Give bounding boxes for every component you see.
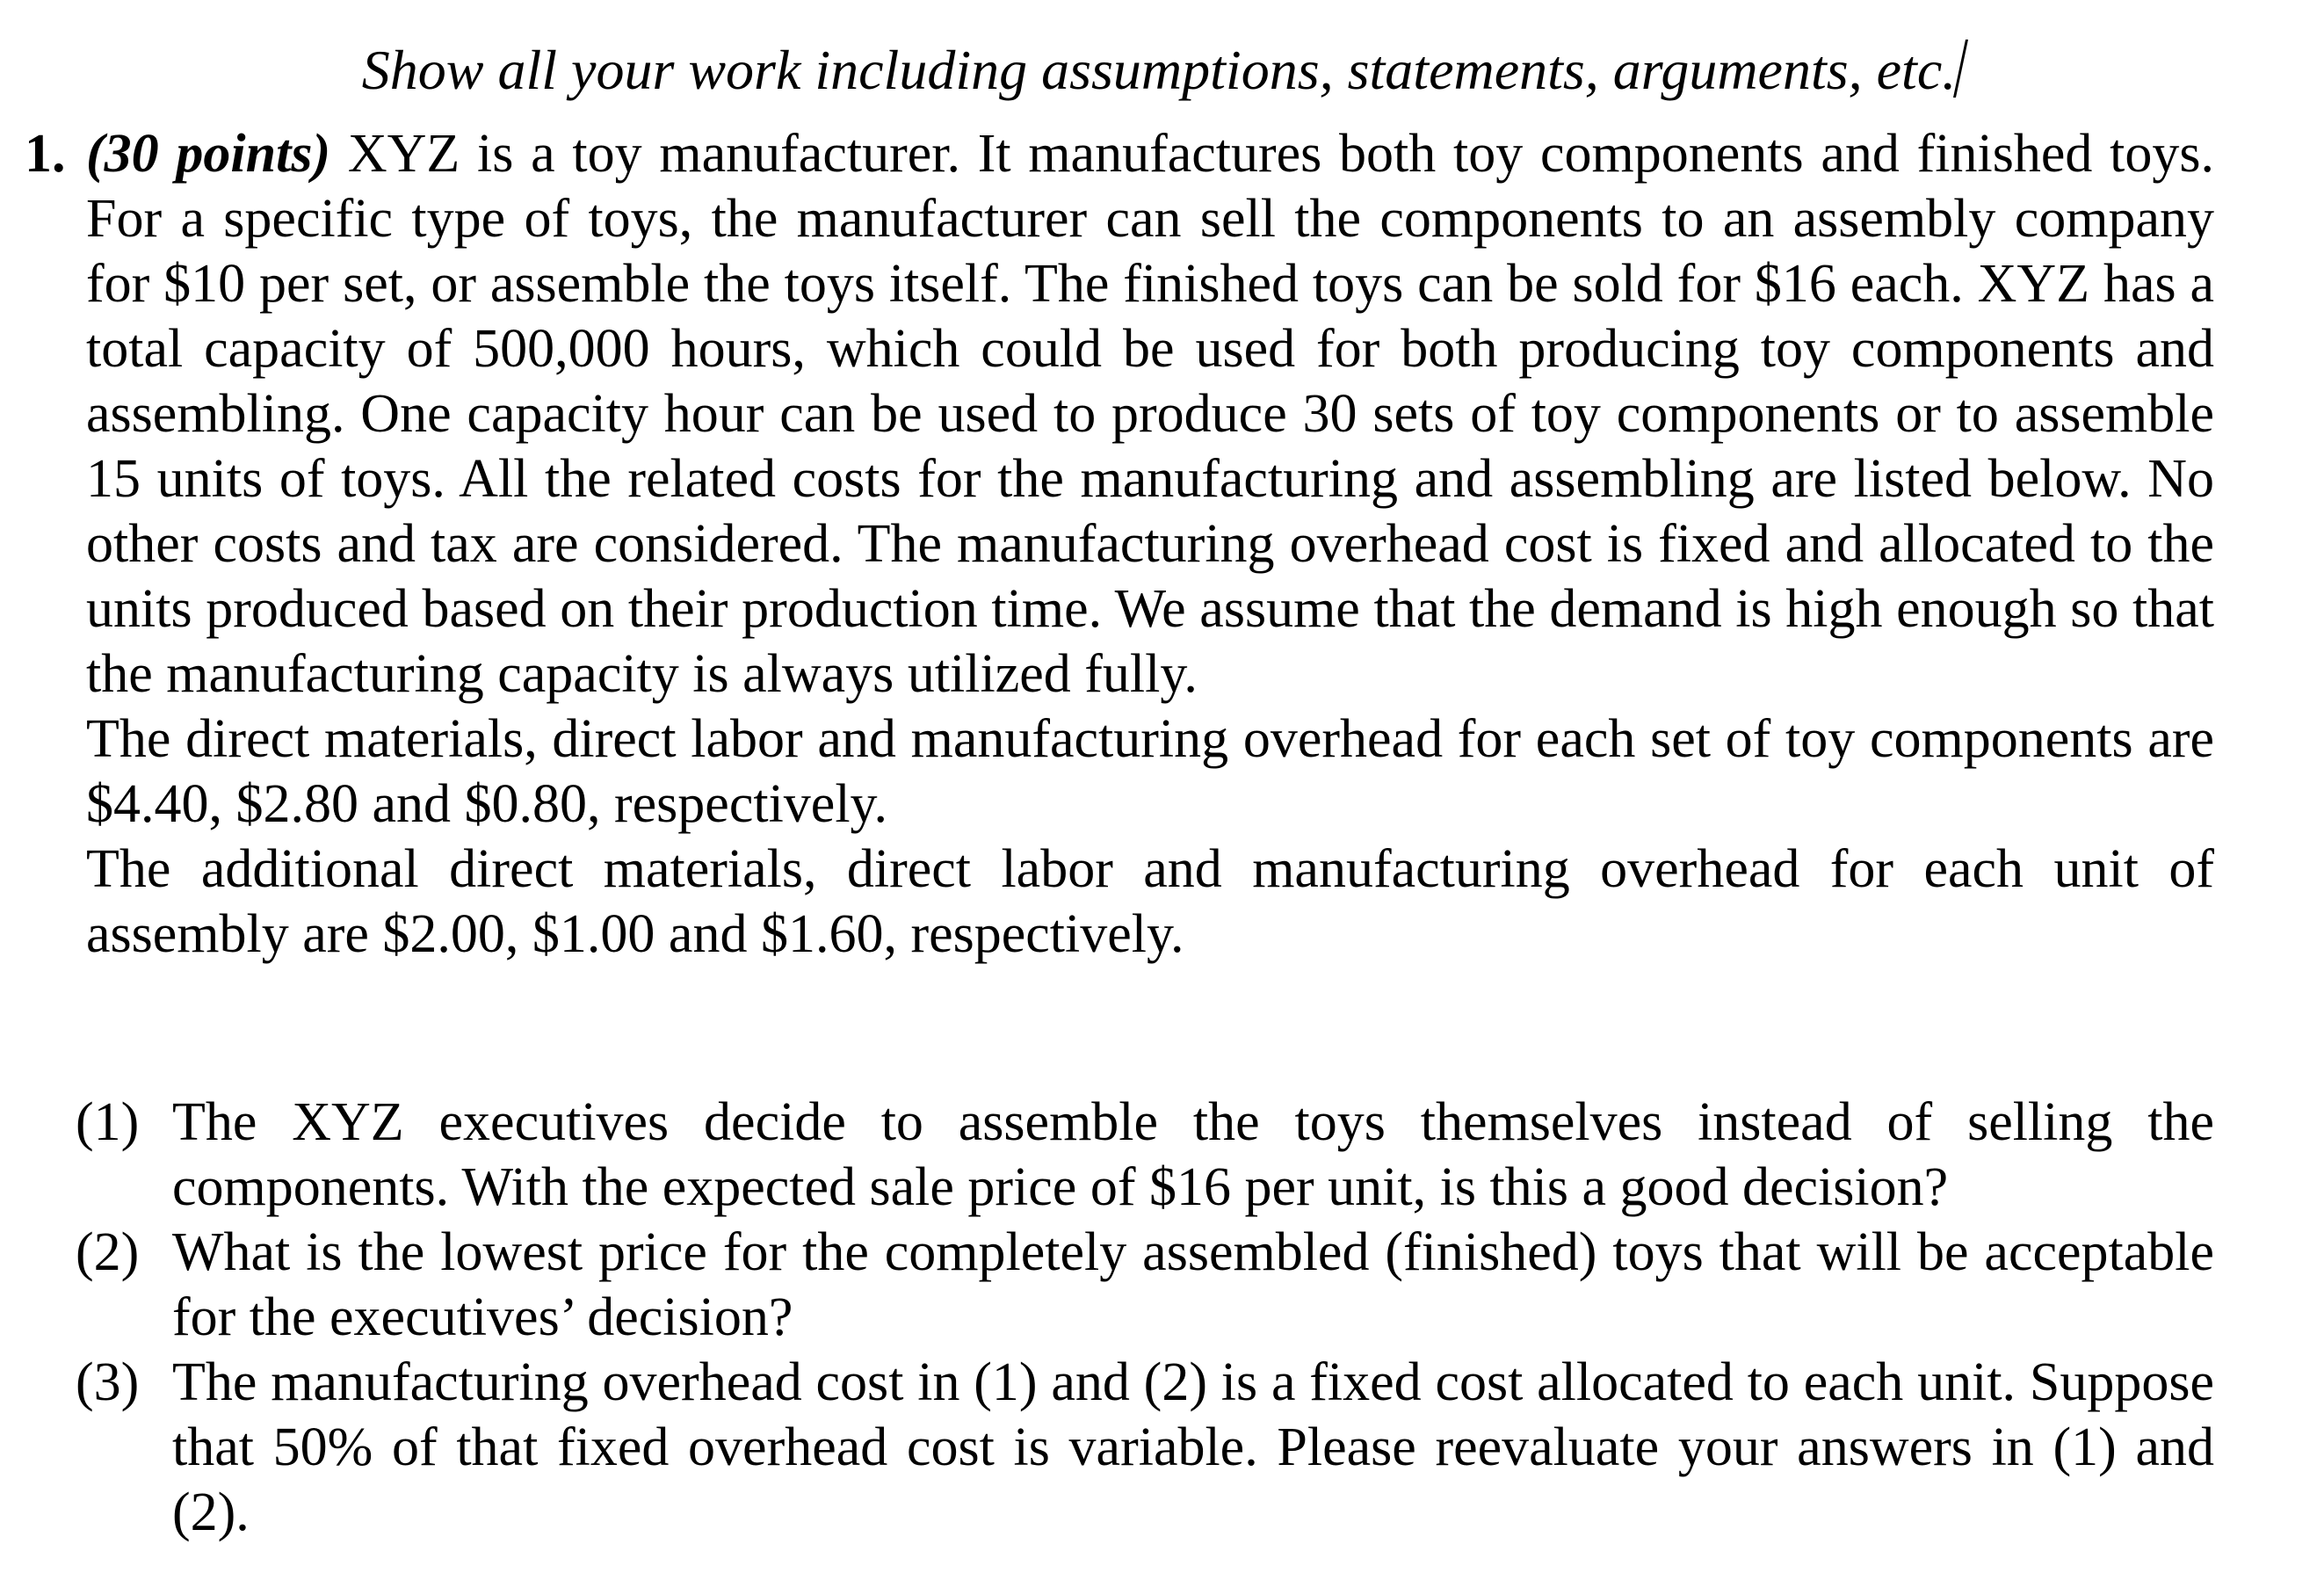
question-number: (3) xyxy=(76,1352,140,1412)
question-item xyxy=(76,1090,2214,1220)
problem-body xyxy=(86,121,2214,967)
problem-intro-text: XYZ is a toy manufacturer. It manufactures both toy components and finished toys. For a specific type of toys, the manufacturer can sell the components to an assembly company for $10 per set, or assemble the toys itself. The finished toys can be sold for $16 each. XYZ has a total capacity of 500,000 hours, which could be used for both producing toy components and assembling. One capacity hour can be used to produce 30 sets of toy components or to assemble 15 units of toys. All the related costs for the manufacturing and assembling are listed below. No other costs and tax are considered. The manufacturing overhead cost is fixed and allocated to the units produced based on their production time. We assume that the demand is high enough so that the manufacturing capacity is always utilized fully. xyxy=(86,124,2214,704)
question-item xyxy=(76,1350,2214,1545)
question-number: (1) xyxy=(76,1092,140,1152)
components-costs-paragraph: The direct materials, direct labor and manufacturing overhead for each set of toy components are $4.40, $2.80 and $0.80, respectively. xyxy=(86,709,2214,834)
question-number: (2) xyxy=(76,1222,140,1282)
problem-intro-paragraph xyxy=(86,121,2214,707)
problem-points: (30 points) xyxy=(86,124,331,184)
question-list xyxy=(0,1090,2214,1545)
instruction-text: Show all your work including assumptions, statements, arguments, etc. xyxy=(361,39,1957,101)
question-text: The manufacturing overhead cost in (1) and (2) is a fixed cost allocated to each unit. Suppose that 50% of that fixed overhead cost is variable. Please reevaluate your answers in (1) and (2). xyxy=(172,1352,2214,1542)
question-text: The XYZ executives decide to assemble the toys themselves instead of selling the components. With the expected sale price of $16 per unit, is this a good decision? xyxy=(172,1092,2214,1217)
assembly-costs-paragraph: The additional direct materials, direct labor and manufacturing overhead for each unit of assembly are $2.00, $1.00 and $1.60, respectively. xyxy=(86,839,2214,964)
problem-number: 1. xyxy=(25,124,66,184)
instruction-header xyxy=(0,33,2324,107)
problem-block xyxy=(0,121,2214,967)
question-text: What is the lowest price for the completely assembled (finished) toys that will be acceptable for the executives’ decision? xyxy=(172,1222,2214,1347)
question-item xyxy=(76,1220,2214,1350)
